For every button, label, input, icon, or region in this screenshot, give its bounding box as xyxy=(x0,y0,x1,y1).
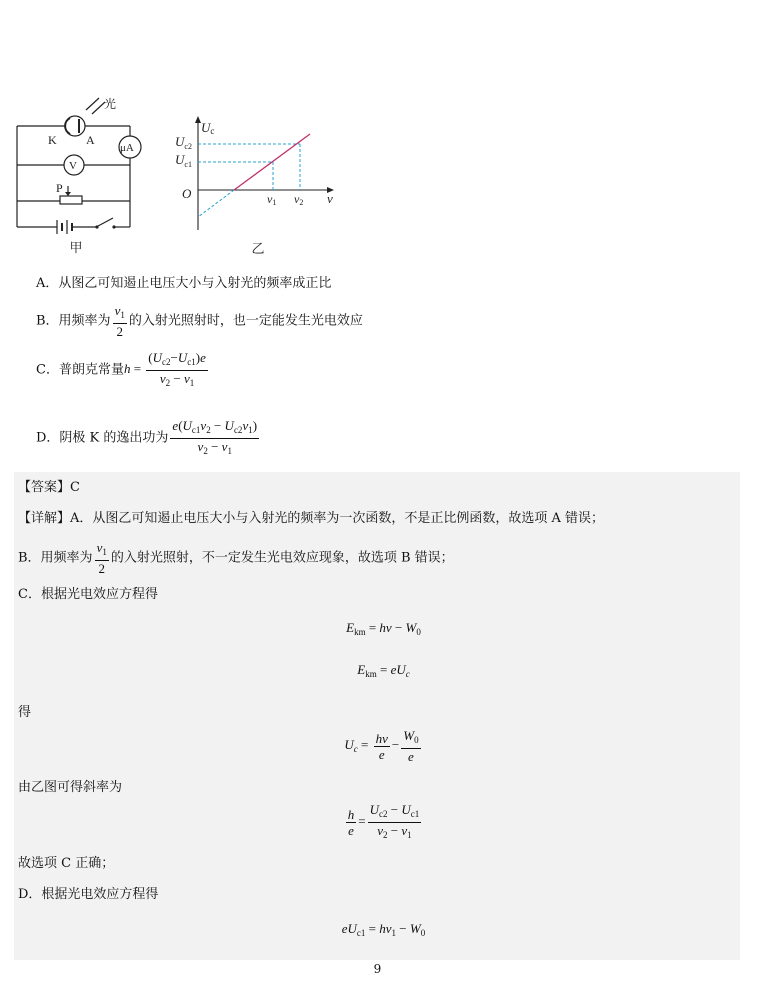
equation-d: $eU_{c1} = h\nu_1 - W_0$ xyxy=(341,921,426,938)
option-b: B．用频率为 $\frac{\nu_1}{2}$ 的入射光照射时，也一定能发生光电效应 xyxy=(36,303,363,339)
equation-ekm-2: $E_{km} = eU_c$ xyxy=(357,662,410,679)
circuit-diagram xyxy=(10,92,150,257)
cathode-label: K xyxy=(48,133,57,147)
figure-yi-caption: 乙 xyxy=(251,241,265,256)
detail-c-conclusion: 故选项 C 正确； xyxy=(18,856,115,871)
svg-text:ν2: ν2 xyxy=(294,192,304,207)
origin-label: O xyxy=(182,186,192,201)
equation-ekm-1: $E_{km} = h\nu - W_0$ xyxy=(346,620,421,637)
svg-text:Uc1: $U_{c1}$ xyxy=(175,152,192,169)
equation-slope: $\frac{h}{e}$ = $\frac{U_{c2} - U_{c1}}{\nu_2 - \nu_1}$ xyxy=(347,802,420,840)
slider-label: P xyxy=(56,181,63,195)
uc2-label: U xyxy=(175,134,185,149)
svg-text:ν1: ν1 xyxy=(267,192,277,207)
option-d: D．阴极 K 的逸出功为 $\frac{e(U_{c1}\nu_2 - U_{c2}\nu_1)}{\nu_2 - \nu_1}$ xyxy=(36,418,261,459)
uc1-label: U xyxy=(175,152,185,167)
svg-text:Uc: Uc xyxy=(201,120,215,136)
rheostat xyxy=(60,196,82,204)
detail-b: B．用频率为 $\frac{\nu_1}{2}$ 的入射光照射，不一定发生光电效应现象，故选项 B 错误； xyxy=(18,540,454,576)
fraction-v1-over-2-solution: $\frac{\nu_1}{2}$ xyxy=(96,540,107,576)
uc-nu-graph xyxy=(170,112,345,257)
option-c: C．普朗克常量h = $\frac{(U_{c2}-U_{c1})e}{\nu_2 - \nu_1}$ xyxy=(36,350,210,391)
detail-a: 【详解】A．从图乙可知遏止电压大小与入射光的频率为一次函数，不是正比例函数，故选项 A 错误； xyxy=(18,511,605,526)
figure-jia-caption: 甲 xyxy=(69,240,83,255)
v1-label: ν xyxy=(267,192,273,206)
de-label: 得 xyxy=(18,705,32,720)
v2-label: ν xyxy=(294,192,300,206)
voltmeter-label: V xyxy=(69,160,77,172)
option-a: A．从图乙可知遏止电压大小与入射光的频率成正比 xyxy=(36,276,332,291)
detail-d-intro: D．根据光电效应方程得 xyxy=(18,887,159,902)
ammeter-label: μA xyxy=(120,142,134,154)
svg-text:Uc2: $U_{c2}$ xyxy=(175,134,192,151)
x-axis-label: ν xyxy=(327,191,333,206)
light-label: 光 xyxy=(104,97,117,111)
slope-intro: 由乙图可得斜率为 xyxy=(18,780,123,795)
answer-line: 【答案】C xyxy=(18,480,80,495)
equation-uc: $U_c$ = $\frac{h\nu}{e}$ − $\frac{W_0}{e}$ xyxy=(344,728,419,764)
work-function-formula: $\frac{e(U_{c1}\nu_2 - U_{c2}\nu_1)}{\nu_2 - \nu_1}$ xyxy=(172,418,258,456)
page-number: 9 xyxy=(373,962,382,976)
anode-label: A xyxy=(86,133,95,147)
detail-c-intro: C．根据光电效应方程得 xyxy=(18,587,158,602)
fraction-v1-over-2: $\frac{\nu_1}{2}$ xyxy=(114,303,125,339)
extrapolation-line xyxy=(198,190,234,217)
y-axis-label: U xyxy=(201,120,211,135)
planck-formula: h = $\frac{(U_{c2}-U_{c1})e}{\nu_2 - \nu_1}$ xyxy=(123,350,206,388)
